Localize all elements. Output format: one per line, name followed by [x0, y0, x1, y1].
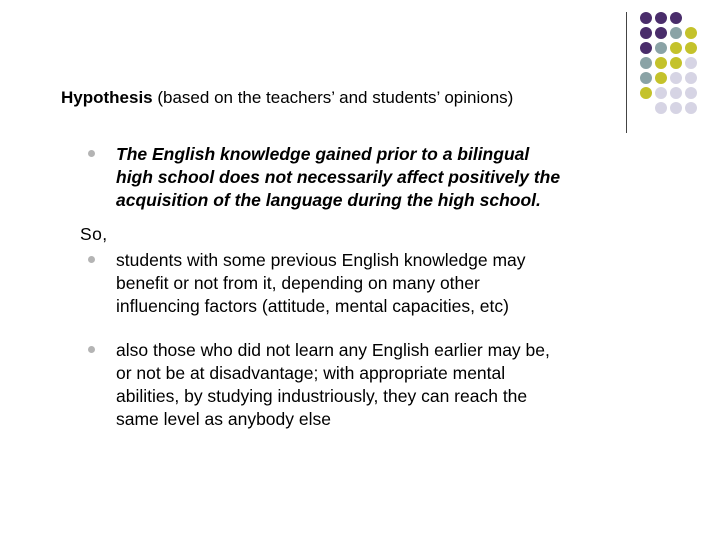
consequence-line: abilities, by studying industriously, they can reach the [116, 386, 528, 406]
decorative-dot [685, 72, 697, 84]
decorative-dot [655, 72, 667, 84]
consequence-line: students with some previous English knowledge may [116, 250, 526, 270]
decorative-dot [670, 102, 682, 114]
decorative-dot [685, 87, 697, 99]
slide-title [61, 88, 513, 108]
consequence-line: benefit or not from it, depending on many other [116, 273, 480, 293]
decorative-dot [640, 12, 652, 24]
so-connector: So, [80, 224, 108, 244]
decorative-dot [640, 87, 652, 99]
decorative-dot [670, 42, 682, 54]
decorative-dot [640, 27, 652, 39]
decorative-dot [655, 42, 667, 54]
decorative-dot [655, 87, 667, 99]
decorative-dot [655, 12, 667, 24]
consequence-line: or not be at disadvantage; with appropriate mental [116, 363, 506, 383]
bullet-dot-icon [88, 150, 95, 157]
decorative-dot [685, 102, 697, 114]
decorative-divider-line [626, 12, 627, 133]
decorative-dot [655, 102, 667, 114]
decorative-dot [685, 27, 697, 39]
consequence-one [116, 249, 526, 318]
title-keyword: Hypothesis [61, 88, 153, 107]
decorative-dot [670, 72, 682, 84]
title-subtitle: (based on the teachers’ and students’ opinions) [152, 88, 514, 107]
decorative-dot [670, 57, 682, 69]
hypothesis-line: The English knowledge gained prior to a bilingual [116, 144, 530, 164]
bullet-dot-icon [88, 346, 95, 353]
consequence-line: also those who did not learn any English earlier may be, [116, 340, 550, 360]
decorative-dot [655, 57, 667, 69]
decorative-dot [670, 87, 682, 99]
decorative-dot [670, 12, 682, 24]
decorative-dot [655, 27, 667, 39]
hypothesis-line: high school does not necessarily affect positively the [116, 167, 561, 187]
hypothesis-line: acquisition of the language during the high school. [116, 190, 541, 210]
decorative-dot [670, 27, 682, 39]
consequence-line: influencing factors (attitude, mental capacities, etc) [116, 296, 509, 316]
decorative-dot [640, 42, 652, 54]
decorative-dot [685, 42, 697, 54]
hypothesis-statement [116, 143, 560, 212]
decorative-dot-grid [640, 12, 720, 124]
decorative-dot [640, 57, 652, 69]
consequence-line: same level as anybody else [116, 409, 331, 429]
bullet-dot-icon [88, 256, 95, 263]
decorative-dot [685, 57, 697, 69]
consequence-two [116, 339, 550, 431]
decorative-dot [640, 72, 652, 84]
